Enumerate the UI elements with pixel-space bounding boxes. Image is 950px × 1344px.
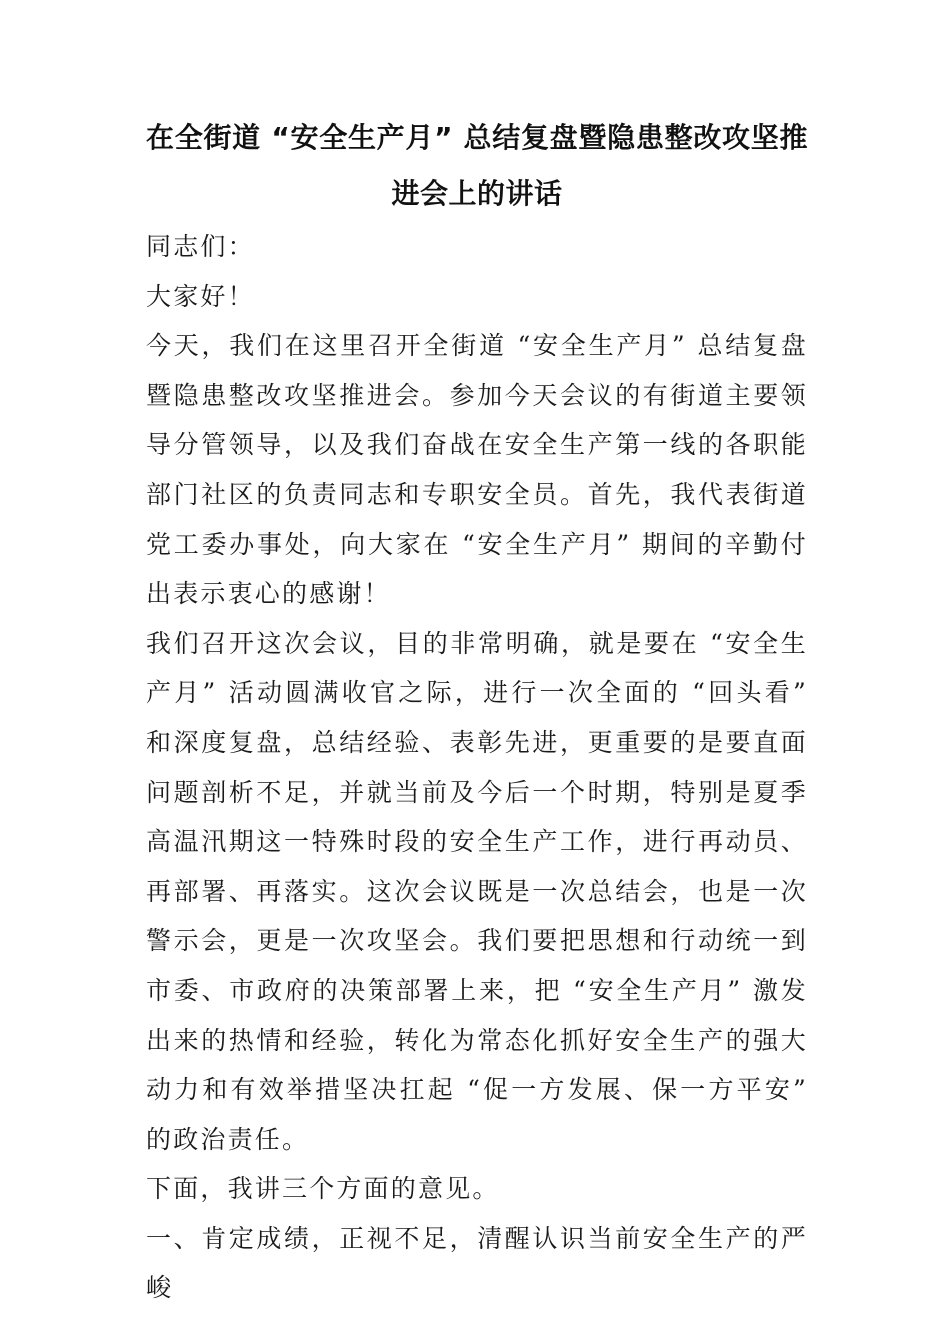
body-paragraph-intro: 今天，我们在这里召开全街道 “安全生产月” 总结复盘暨隐患整改攻坚推进会。参加今天会议的有街道主要领导分管领导，以及我们奋战在安全生产第一线的各职能部门社区的负责同志和专职安全员。首先，我代表街道党工委办事处，向大家在 “安全生产月” 期间的辛勤付出表示衷心的感谢！ [146,331,808,609]
body-paragraph-purpose: 我们召开这次会议，目的非常明确，就是要在 “安全生产月” 活动圆满收官之际，进行一次全面的 “回头看” 和深度复盘，总结经验、表彰先进，更重要的是要直面问题剖析不足，并就当前及今后一个时期，特别是夏季高温汛期这一特殊时段的安全生产工作，进行再动员、再部署、再落实。这次会议既是一次总结会，也是一次警示会，更是一次攻坚会。我们要把思想和行动统一到市委、市政府的决策部署上来，把 “安全生产月” 激发出来的热情和经验，转化为常态化抓好安全生产的强大动力和有效举措坚决扛起 “促一方发展、保一方平安” 的政治责任。 [146,628,808,1154]
body-paragraph-outline: 下面，我讲三个方面的意见。 [146,1174,500,1204]
document-page [146,110,808,1313]
section-heading-1: 一、肯定成绩，正视不足，清醒认识当前安全生产的严峻 [146,1223,808,1303]
salutation: 同志们： [146,232,255,261]
greeting: 大家好！ [146,281,255,311]
document-title: 在全街道 “安全生产月” 总结复盘暨隐患整改攻坚推进会上的讲话 [146,121,808,210]
